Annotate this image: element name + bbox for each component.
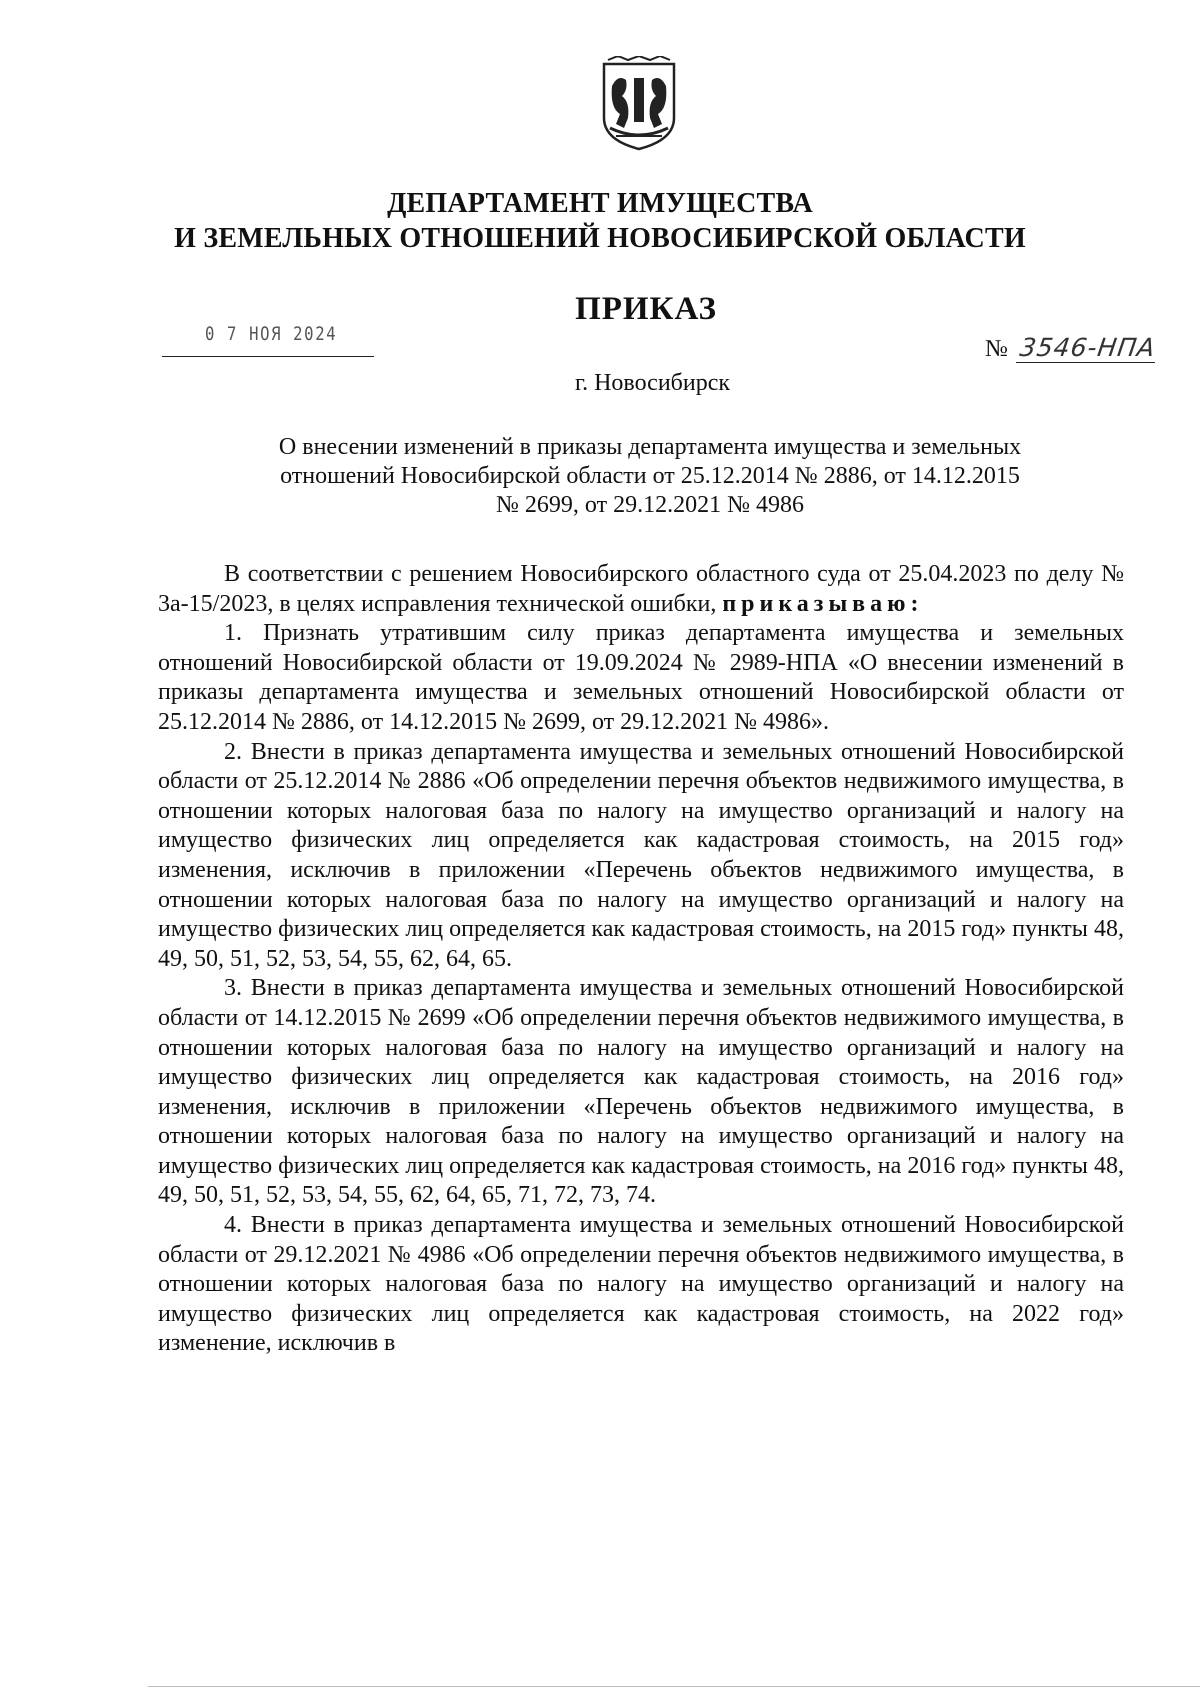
handwritten-number: 3546-НПА [1016, 333, 1160, 363]
page-bottom-rule [148, 1686, 1200, 1687]
document-body [158, 560, 1124, 1359]
order-word: приказываю: [722, 590, 924, 617]
paragraph-item-2: 2. Внести в приказ департамента имущества и земельных отношений Новосибирской области от 25.12.2014 № 2886 «Об определении перечня объектов недвижимого имущества, в отношении которых налоговая база по налогу на имущество организаций и налогу на имущество физических лиц определяется как кадастровая стоимость, на 2015 год» изменения, исключив в приложении «Перечень объектов недвижимого имущества, в отношении которых налоговая база по налогу на имущество организаций и налогу на имущество физических лиц определяется как кадастровая стоимость, на 2015 год» пункты 48, 49, 50, 51, 52, 53, 54, 55, 62, 64, 65. [158, 738, 1124, 972]
department-title-line2: И ЗЕМЕЛЬНЫХ ОТНОШЕНИЙ НОВОСИБИРСКОЙ ОБЛАСТИ [174, 223, 1026, 254]
paragraph-item-4: 4. Внести в приказ департамента имущества и земельных отношений Новосибирской области от 29.12.2021 № 4986 «Об определении перечня объектов недвижимого имущества, в отношении которых налоговая база по налогу на имущество организаций и налогу на имущество физических лиц определяется как кадастровая стоимость, на 2022 год» изменение, исключив в [158, 1212, 1124, 1357]
document-number [985, 333, 1157, 363]
subject-line3: № 2699, от 29.12.2021 № 4986 [496, 492, 804, 518]
number-sign: № [985, 336, 1008, 362]
paragraph-item-1: 1. Признать утратившим силу приказ департамента имущества и земельных отношений Новосибирской области от 19.09.2024 № 2989-НПА «О внесении изменений в приказы департамента имущества и земельных отношений Новосибирской области от 25.12.2014 № 2886, от 14.12.2015 № 2699, от 29.12.2021 № 4986». [158, 620, 1124, 735]
coat-of-arms-emblem [598, 56, 680, 152]
department-title-line1: ДЕПАРТАМЕНТ ИМУЩЕСТВА [387, 188, 813, 219]
document-subject [200, 433, 1100, 520]
subject-line2: отношений Новосибирской области от 25.12.2014 № 2886, от 14.12.2015 [280, 463, 1020, 489]
preamble-paragraph [158, 560, 1124, 619]
document-type-title: ПРИКАЗ [575, 291, 717, 327]
department-title [0, 186, 1200, 256]
preamble-text: В соответствии с решением Новосибирского областного суда от 25.04.2023 по делу № 3а-15/2023, в целях исправления технической ошибки, [158, 561, 1124, 617]
paragraph-item-3: 3. Внести в приказ департамента имущества и земельных отношений Новосибирской области от 14.12.2015 № 2699 «Об определении перечня объектов недвижимого имущества, в отношении которых налоговая база по налогу на имущество организаций и налогу на имущество физических лиц определяется как кадастровая стоимость, на 2016 год» изменения, исключив в приложении «Перечень объектов недвижимого имущества, в отношении которых налоговая база по налогу на имущество организаций и налогу на имущество физических лиц определяется как кадастровая стоимость, на 2016 год» пункты 48, 49, 50, 51, 52, 53, 54, 55, 62, 64, 65, 71, 72, 73, 74. [158, 975, 1124, 1209]
subject-line1: О внесении изменений в приказы департамента имущества и земельных [278, 434, 1022, 460]
date-stamp: 0 7 НОЯ 2024 [205, 323, 338, 345]
city-line: г. Новосибирск [574, 370, 731, 396]
date-underline [162, 356, 374, 357]
